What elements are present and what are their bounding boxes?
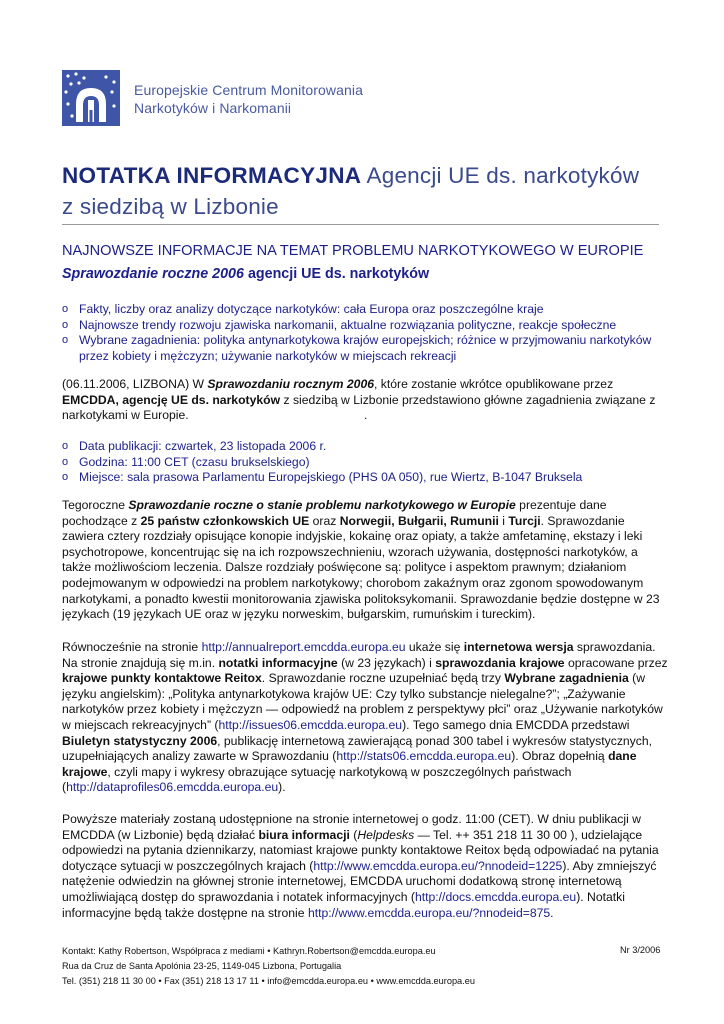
text-run: . Sprawozdanie zawiera cztery rozdziały opisujące konopie indyjskie, kokainę oraz opiaty, a także amfetaminę, ekstazy i leki psychotropowe, koncentrując się na ich rozpowszechnieniu, wzorach używania, dostępności narkotyków, a także możliwościom leczenia. Dalsze rozdziały poświęcone są: polityce i aspektom prawnym; działaniom podejmowanym w odpowiedzi na problem narkotykowy; chorobom zakaźnym oraz zgonom spowodowanym narkotykami, a ponadto kwestii monitorowania zjawiska politoksykomanii. Sprawozdanie będzie dostępne w 23 językach (19 językach UE oraz w języku norweskim, bułgarskim, rumuńskim i tureckim). bbox=[62, 513, 660, 622]
text-run: ). Notatki informacyjne będą także dostępne na stronie bbox=[62, 889, 625, 920]
text-run: . Sprawozdanie roczne uzupełniać będą trzy bbox=[261, 671, 505, 686]
online-resources-paragraph bbox=[62, 640, 668, 796]
text-run: (w języku angielskim): „Polityka antynarkotykowa krajów UE: Czy tylko substancje nielegalne?”; „Zażywanie narkotyków przez kobiety i mężczyzn — odpowiedź na problem z perspektywy płci” oraz „Używanie narkotyków w miejscach rekreacyjnych” ( bbox=[62, 671, 663, 732]
bold-run: Norwegii, Bułgarii, Rumunii bbox=[339, 513, 499, 528]
list-item-text: Data publikacji: czwartek, 23 listopada 2006 r. bbox=[79, 439, 327, 453]
text-run: oraz bbox=[309, 513, 340, 528]
text-run: z siedzibą w Lizbonie przedstawiono główne zagadnienia związane z narkotykami w Europie. bbox=[62, 392, 656, 423]
bold-run: Turcji bbox=[508, 513, 541, 528]
list-item bbox=[62, 333, 672, 364]
text-run: ( bbox=[349, 827, 358, 842]
agency-name: EMCDDA, agencję UE ds. narkotyków bbox=[62, 392, 281, 407]
text-run: ). bbox=[278, 780, 286, 795]
org-name-line2: Narkotyków i Narkomanii bbox=[134, 100, 292, 116]
bold-run: dane krajowe bbox=[62, 749, 637, 779]
list-item bbox=[62, 439, 672, 455]
issue-number: Nr 3/2006 bbox=[620, 945, 661, 955]
text-run: opracowane przez bbox=[564, 655, 668, 670]
text-run: (06.11.2006, LIZBONA) W bbox=[62, 377, 208, 391]
text-run: . bbox=[550, 905, 554, 920]
event-details-list bbox=[62, 439, 672, 486]
text-run: , publikację internetową zawierającą ponad 300 tabel i wykresów statystycznych, uzupełniających analizy zawarte w Sprawozdaniu ( bbox=[62, 733, 653, 764]
list-item-text: Miejsce: sala prasowa Parlamentu Europejskiego (PHS 0A 050), rue Wiertz, B-1047 Bruksela bbox=[79, 470, 583, 485]
bold-run: krajowe punkty kontaktowe Reitox bbox=[62, 671, 262, 686]
bullet-marker: o bbox=[62, 334, 69, 347]
list-item bbox=[62, 302, 672, 318]
report-summary-paragraph bbox=[62, 498, 668, 623]
bullet-marker: o bbox=[62, 303, 69, 315]
subhead-italic: Sprawozdanie roczne 2006 bbox=[62, 266, 244, 282]
text-run: (w 23 językach) i bbox=[337, 655, 436, 670]
footer-phone: Tel. (351) 218 11 30 00 • Fax (351) 218 13 17 11 • info@emcdda.europa.eu • www.emcdda.europa.eu bbox=[62, 976, 475, 986]
text-run: Równocześnie na stronie bbox=[62, 640, 202, 654]
bullet-marker: o bbox=[62, 318, 69, 331]
text-run: — Tel. ++ 351 218 11 30 00 ), udzielające odpowiedzi na pytania dziennikarzy, natomiast krajowe punkty kontaktowe Reitox będą odpowiadać na pytania dotyczące sytuacji w poszczególnych krajach ( bbox=[62, 827, 659, 873]
bullet-marker: o bbox=[62, 471, 69, 484]
italic-run: Helpdesks bbox=[357, 827, 415, 842]
title-divider bbox=[62, 224, 659, 225]
subhead-rest: agencji UE ds. narkotyków bbox=[243, 266, 430, 282]
availability-paragraph bbox=[62, 812, 668, 921]
bullet-marker: o bbox=[62, 455, 69, 468]
text-run: ). Aby zmniejszyć natężenie odwiedzin na głównej stronie internetowej, EMCDDA uruchomi dodatkową stronę internetową umożliwiającą dostęp do sprawozdania i notatek informacyjnych ( bbox=[62, 858, 657, 904]
footer-address: Rua da Cruz de Santa Apolónia 23-25, 1149-045 Lizbona, Portugalia bbox=[62, 961, 342, 971]
footer-contact: Kontakt: Kathy Robertson, Współpraca z mediami • Kathryn.Robertson@emcdda.europa.eu bbox=[62, 946, 436, 956]
bold-run: notatki informacyjne bbox=[218, 655, 338, 670]
report-title: Sprawozdaniu rocznym 2006 bbox=[207, 377, 375, 391]
list-item-text: Fakty, liczby oraz analizy dotyczące narkotyków: cała Europa oraz poszczególne kraje bbox=[79, 302, 544, 316]
text-run: Powyższe materiały zostaną udostępnione na stronie internetowej o godz. 11:00 (CET). W dniu publikacji w EMCDDA (w Lizbonie) będą działać bbox=[62, 812, 641, 842]
highlights-list bbox=[62, 302, 672, 364]
intro-paragraph bbox=[62, 377, 668, 424]
list-item bbox=[62, 455, 672, 471]
reitox-link[interactable]: http://www.emcdda.europa.eu/?nnodeid=1225 bbox=[313, 858, 563, 873]
bold-run: internetowa wersja bbox=[463, 640, 574, 654]
title-bold: NOTATKA INFORMACYJNA bbox=[62, 163, 362, 188]
text-run: , które zostanie wkrótce opublikowane przez bbox=[374, 377, 614, 391]
bold-run: biura informacji bbox=[258, 827, 350, 842]
org-name-line1: Europejskie Centrum Monitorowania bbox=[134, 82, 363, 98]
list-item-text: Wybrane zagadnienia: polityka antynarkotykowa krajów europejskich; różnice w przyjmowaniu narkotyków przez kobiety i mężczyzn; używanie narkotyków w miejscach rekreacji bbox=[79, 333, 652, 363]
report-full-title: Sprawozdanie roczne o stanie problemu narkotykowego w Europie bbox=[128, 498, 516, 512]
subheadline bbox=[62, 266, 429, 282]
text-run: ). Obraz dopełnią bbox=[511, 749, 609, 764]
bullet-marker: o bbox=[62, 440, 69, 452]
list-item-text: Godzina: 11:00 CET (czasu brukselskiego) bbox=[79, 454, 310, 469]
notes-link[interactable]: http://www.emcdda.europa.eu/?nnodeid=875 bbox=[307, 905, 551, 920]
bold-run: Wybrane zagadnienia bbox=[504, 671, 629, 686]
text-run: Tegoroczne bbox=[62, 498, 129, 512]
list-item-text: Najnowsze trendy rozwoju zjawiska narkomanii, aktualne rozwiązania polityczne, reakcje społeczne bbox=[79, 317, 617, 332]
bold-run: 25 państw członkowskich UE bbox=[140, 513, 310, 528]
docs-link[interactable]: http://docs.emcdda.europa.eu bbox=[414, 889, 577, 904]
text-run: ). Tego samego dnia EMCDDA przedstawi bbox=[402, 717, 630, 732]
bold-run: Biuletyn statystyczny 2006 bbox=[62, 733, 218, 748]
title-rest: Agencji UE ds. narkotyków bbox=[361, 163, 640, 188]
bold-run: sprawozdania krajowe bbox=[435, 655, 565, 670]
annualreport-link[interactable]: http://annualreport.emcdda.europa.eu bbox=[201, 640, 406, 654]
emcdda-logo-icon bbox=[62, 70, 120, 126]
text-run: , czyli mapy i wykresy obrazujące sytuację narkotykową w poszczególnych państwach ( bbox=[62, 764, 572, 795]
text-run: ukaże się bbox=[405, 640, 464, 654]
dataprofiles-link[interactable]: http://dataprofiles06.emcdda.europa.eu bbox=[66, 780, 279, 795]
text-run: sprawozdania. Na stronie znajdują się m.in. bbox=[62, 640, 656, 670]
list-item bbox=[62, 470, 672, 486]
list-item bbox=[62, 318, 672, 334]
headline: NAJNOWSZE INFORMACJE NA TEMAT PROBLEMU NARKOTYKOWEGO W EUROPIE bbox=[62, 243, 644, 259]
text-run: prezentuje dane pochodzące z bbox=[62, 498, 607, 528]
text-run: i bbox=[498, 513, 509, 528]
document-title bbox=[62, 163, 639, 189]
document-title-line2: z siedzibą w Lizbonie bbox=[62, 194, 279, 219]
issues-link[interactable]: http://issues06.emcdda.europa.eu bbox=[218, 717, 403, 732]
stats-link[interactable]: http://stats06.emcdda.europa.eu bbox=[336, 749, 512, 764]
stray-dot: . bbox=[364, 408, 368, 422]
